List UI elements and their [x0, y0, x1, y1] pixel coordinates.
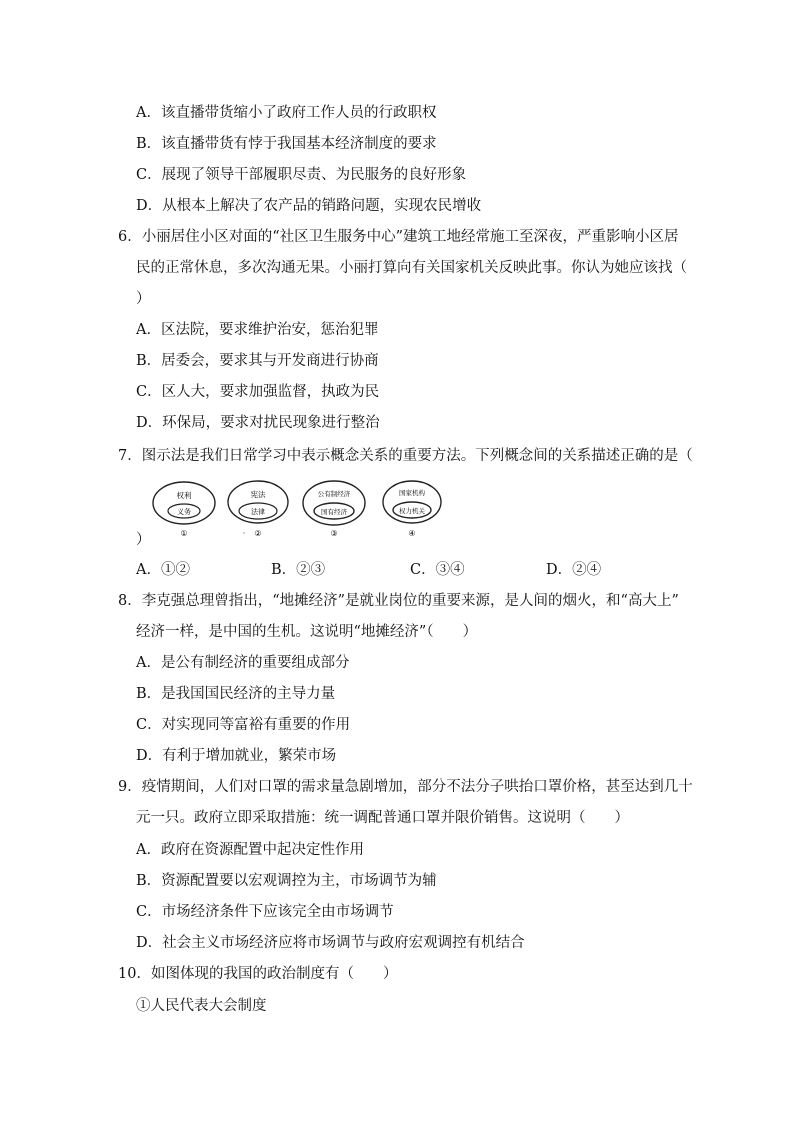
q9-option-c: C．市场经济条件下应该完全由市场调节 — [136, 904, 394, 920]
nested-ellipse-diagram — [378, 478, 446, 540]
q8-option-d: D．有利于增加就业，繁荣市场 — [136, 748, 337, 764]
q6-option-d: D．环保局，要求对扰民现象进行整治 — [136, 415, 380, 431]
q6-option-b: B．居委会，要求其与开发商进行协商 — [136, 353, 379, 369]
q7-diagram-2 — [224, 478, 292, 540]
q7-options-row — [0, 560, 794, 580]
q5-option-c: C．展现了领导干部履职尽责、为民服务的良好形象 — [136, 167, 467, 183]
q7-diagram-3 — [300, 478, 368, 540]
q7-option-a: A．①② — [136, 562, 190, 578]
diagram-dot: · — [242, 529, 246, 538]
q8-option-b: B．是我国国民经济的主导力量 — [136, 686, 336, 702]
q6-option-a: A．区法院，要求维护治安，惩治犯罪 — [136, 322, 379, 338]
diagram-number: ③ — [330, 529, 338, 538]
q7-stem-line-2: ） — [136, 532, 151, 548]
diagram-inner-label: 义务 — [177, 508, 191, 516]
diagram-number: ② — [254, 529, 262, 538]
q9-stem-line-2: 元一只。政府立即采取措施：统一调配普通口罩并限价销售。这说明（ ） — [136, 810, 629, 826]
q9-option-b: B．资源配置要以宏观调控为主，市场调节为辅 — [136, 873, 437, 889]
q9-option-d: D．社会主义市场经济应将市场调节与政府宏观调控有机结合 — [136, 935, 525, 951]
nested-ellipse-diagram — [150, 478, 218, 540]
q9-stem-line-1: 9．疫情期间，人们对口罩的需求量急剧增加，部分不法分子哄抬口罩价格，甚至达到几十 — [118, 779, 693, 795]
q8-option-a: A．是公有制经济的重要组成部分 — [136, 655, 350, 671]
q6-stem-line-1: 6．小丽居住小区对面的“社区卫生服务中心”建筑工地经常施工至深夜，严重影响小区居 — [118, 229, 679, 245]
q7-diagram-1 — [150, 478, 218, 540]
diagram-outer-label: 宪法 — [250, 490, 266, 499]
q7-option-d: D．②④ — [546, 562, 602, 578]
diagram-inner-label: 法律 — [251, 508, 265, 516]
q5-option-b: B．该直播带货有悖于我国基本经济制度的要求 — [136, 136, 437, 152]
diagram-inner-label: 国有经济 — [321, 508, 347, 516]
q10-item-1: ①人民代表大会制度 — [136, 998, 267, 1014]
q6-stem-line-3: ） — [136, 291, 151, 307]
q8-option-c: C．对实现同等富裕有重要的作用 — [136, 717, 351, 733]
q8-stem-line-1: 8．李克强总理曾指出，“地摊经济”是就业岗位的重要来源，是人间的烟火，和“高大上” — [118, 593, 679, 609]
q10-stem-line-1: 10．如图体现的我国的政治制度有（ ） — [118, 966, 398, 982]
q6-stem-line-2: 民的正常休息，多次沟通无果。小丽打算向有关国家机关反映此事。你认为她应该找（ — [136, 260, 687, 276]
q7-option-c: C．③④ — [410, 562, 465, 578]
q9-option-a: A．政府在资源配置中起决定性作用 — [136, 842, 364, 858]
q5-option-a: A．该直播带货缩小了政府工作人员的行政职权 — [136, 105, 437, 121]
q8-stem-line-2: 经济一样，是中国的生机。这说明“地摊经济”（ ） — [136, 624, 478, 640]
q7-diagram-4 — [378, 478, 446, 540]
diagram-outer-label: 国家机构 — [399, 489, 425, 497]
q6-option-c: C．区人大，要求加强监督，执政为民 — [136, 384, 380, 400]
diagram-outer-label: 公有制经济 — [317, 490, 351, 498]
q7-stem-line-1: 7．图示法是我们日常学习中表示概念关系的重要方法。下列概念间的关系描述正确的是（ — [118, 448, 693, 464]
nested-ellipse-diagram — [224, 478, 292, 540]
diagram-number: ④ — [408, 529, 416, 538]
diagram-inner-label: 权力机关 — [399, 507, 425, 515]
diagram-outer-label: 权利 — [176, 491, 192, 500]
diagram-number: ① — [180, 529, 188, 538]
q7-option-b: B．②③ — [271, 562, 326, 578]
q7-diagram-row — [150, 478, 450, 540]
q5-option-d: D．从根本上解决了农产品的销路问题，实现农民增收 — [136, 198, 482, 214]
nested-ellipse-diagram — [300, 478, 368, 540]
